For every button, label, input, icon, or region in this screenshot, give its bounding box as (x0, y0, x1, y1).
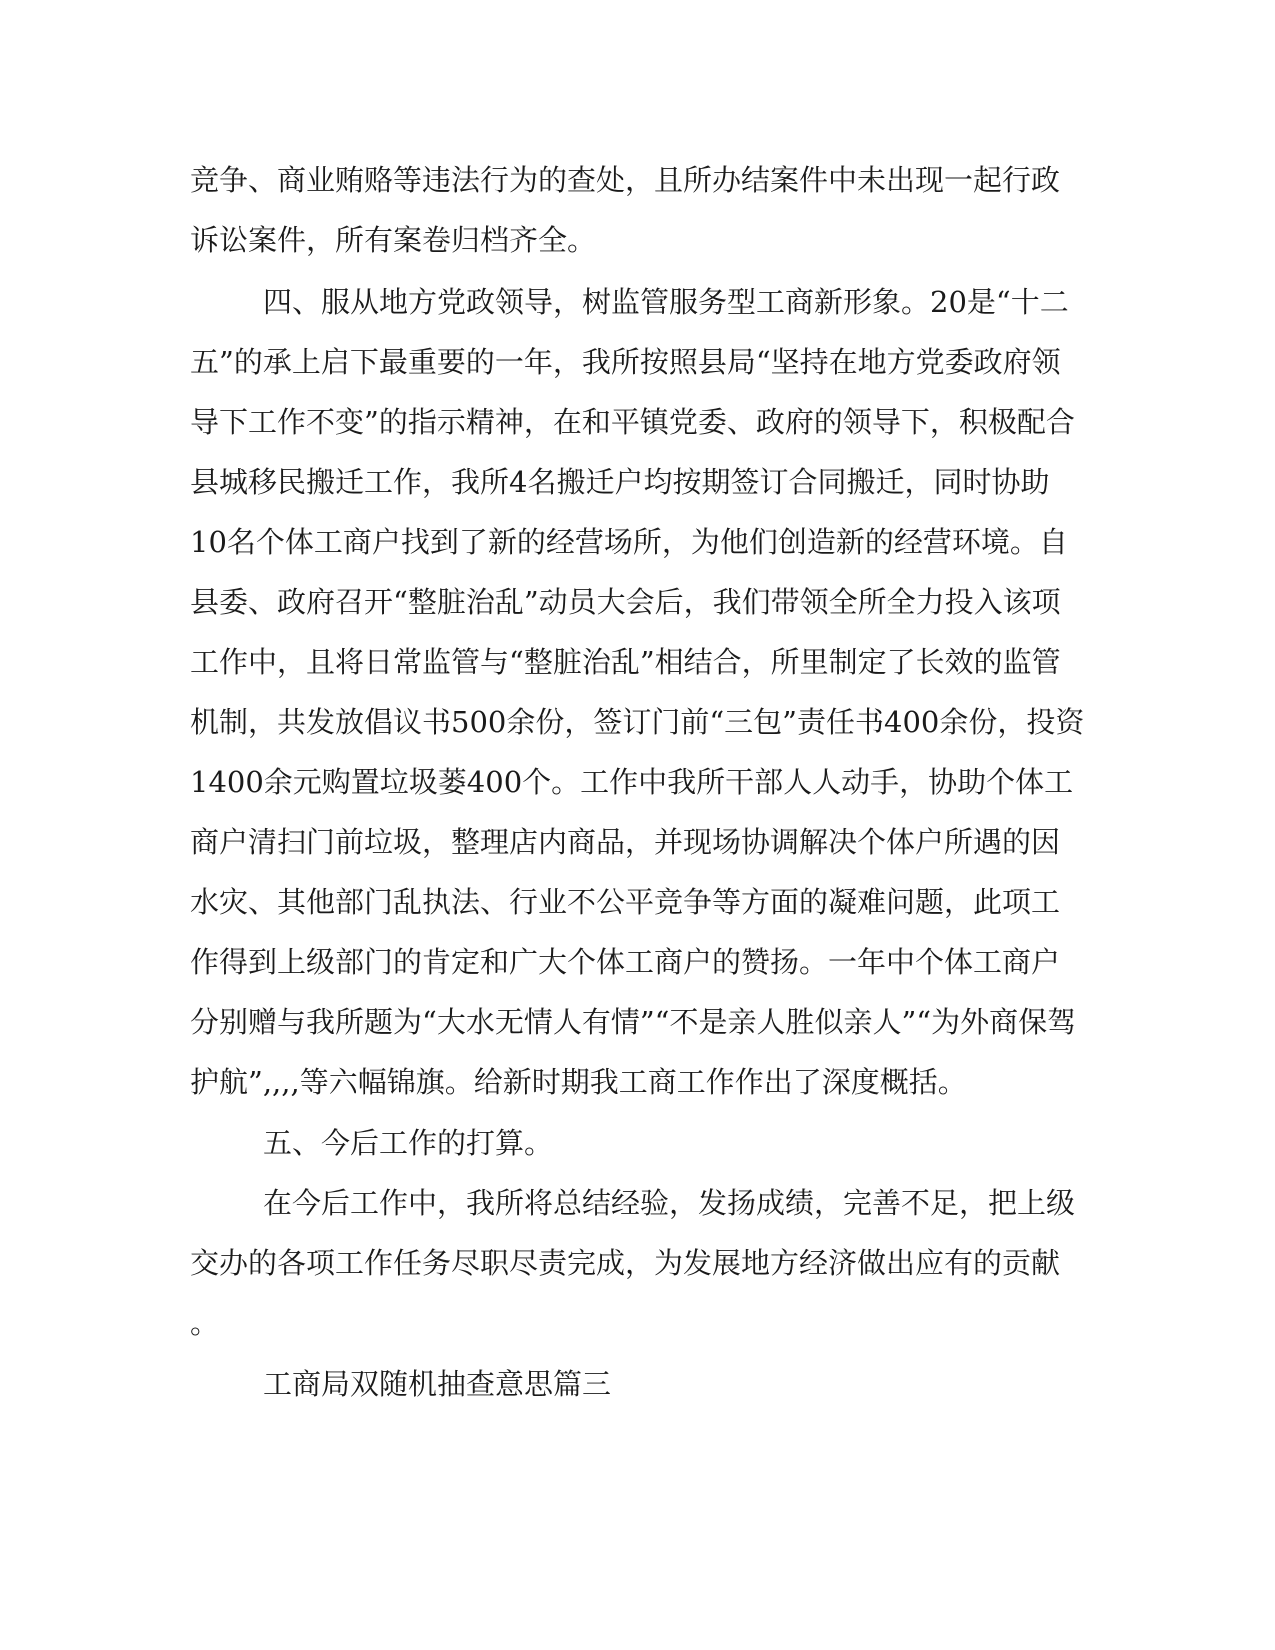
text-line: 作得到上级部门的肯定和广大个体工商户的赞扬。一年中个体工商户 (190, 945, 1061, 979)
text-line: 分别赠与我所题为“大水无情人有情”“不是亲人胜似亲人”“为外商保驾 (190, 1005, 1077, 1039)
text-line: 1400余元购置垃圾蒌400个。工作中我所干部人人动手，协助个体工 (190, 765, 1074, 799)
text-line: 竞争、商业贿赂等违法行为的查处，且所办结案件中未出现一起行政 (190, 163, 1061, 197)
text-line: 县委、政府召开“整脏治乱”动员大会后，我们带领全所全力投入该项 (190, 585, 1061, 619)
text-line: 水灾、其他部门乱执法、行业不公平竞争等方面的凝难问题，此项工 (190, 885, 1061, 919)
text-line: 县城移民搬迁工作，我所4名搬迁户均按期签订合同搬迁，同时协助 (190, 465, 1050, 499)
text-line: 商户清扫门前垃圾，整理店内商品，并现场协调解决个体户所遇的因 (190, 825, 1061, 859)
text-line: 导下工作不变”的指示精神，在和平镇党委、政府的领导下，积极配合 (190, 405, 1075, 439)
text-line: 护航”,,,,等六幅锦旗。给新时期我工商工作作出了深度概括。 (190, 1065, 967, 1099)
article-title: 工商局双随机抽查意思篇三 (263, 1367, 612, 1401)
text-line: 四、服从地方党政领导，树监管服务型工商新形象。20是“十二 (263, 285, 1069, 319)
text-line: 五”的承上启下最重要的一年，我所按照县局“坚持在地方党委政府领 (190, 345, 1061, 379)
text-line: 工作中，且将日常监管与“整脏治乱”相结合，所里制定了长效的监管 (190, 645, 1061, 679)
text-line: 10名个体工商户找到了新的经营场所，为他们创造新的经营环境。自 (190, 525, 1068, 559)
text-line: 诉讼案件，所有案卷归档齐全。 (190, 223, 597, 257)
text-line: 。 (190, 1306, 220, 1340)
text-line: 交办的各项工作任务尽职尽责完成，为发展地方经济做出应有的贡献 (190, 1246, 1061, 1280)
text-line: 在今后工作中，我所将总结经验，发扬成绩，完善不足，把上级 (263, 1186, 1076, 1220)
text-line: 机制，共发放倡议书500余份，签订门前“三包”责任书400余份，投资 (190, 705, 1085, 739)
section-heading: 五、今后工作的打算。 (263, 1126, 554, 1160)
